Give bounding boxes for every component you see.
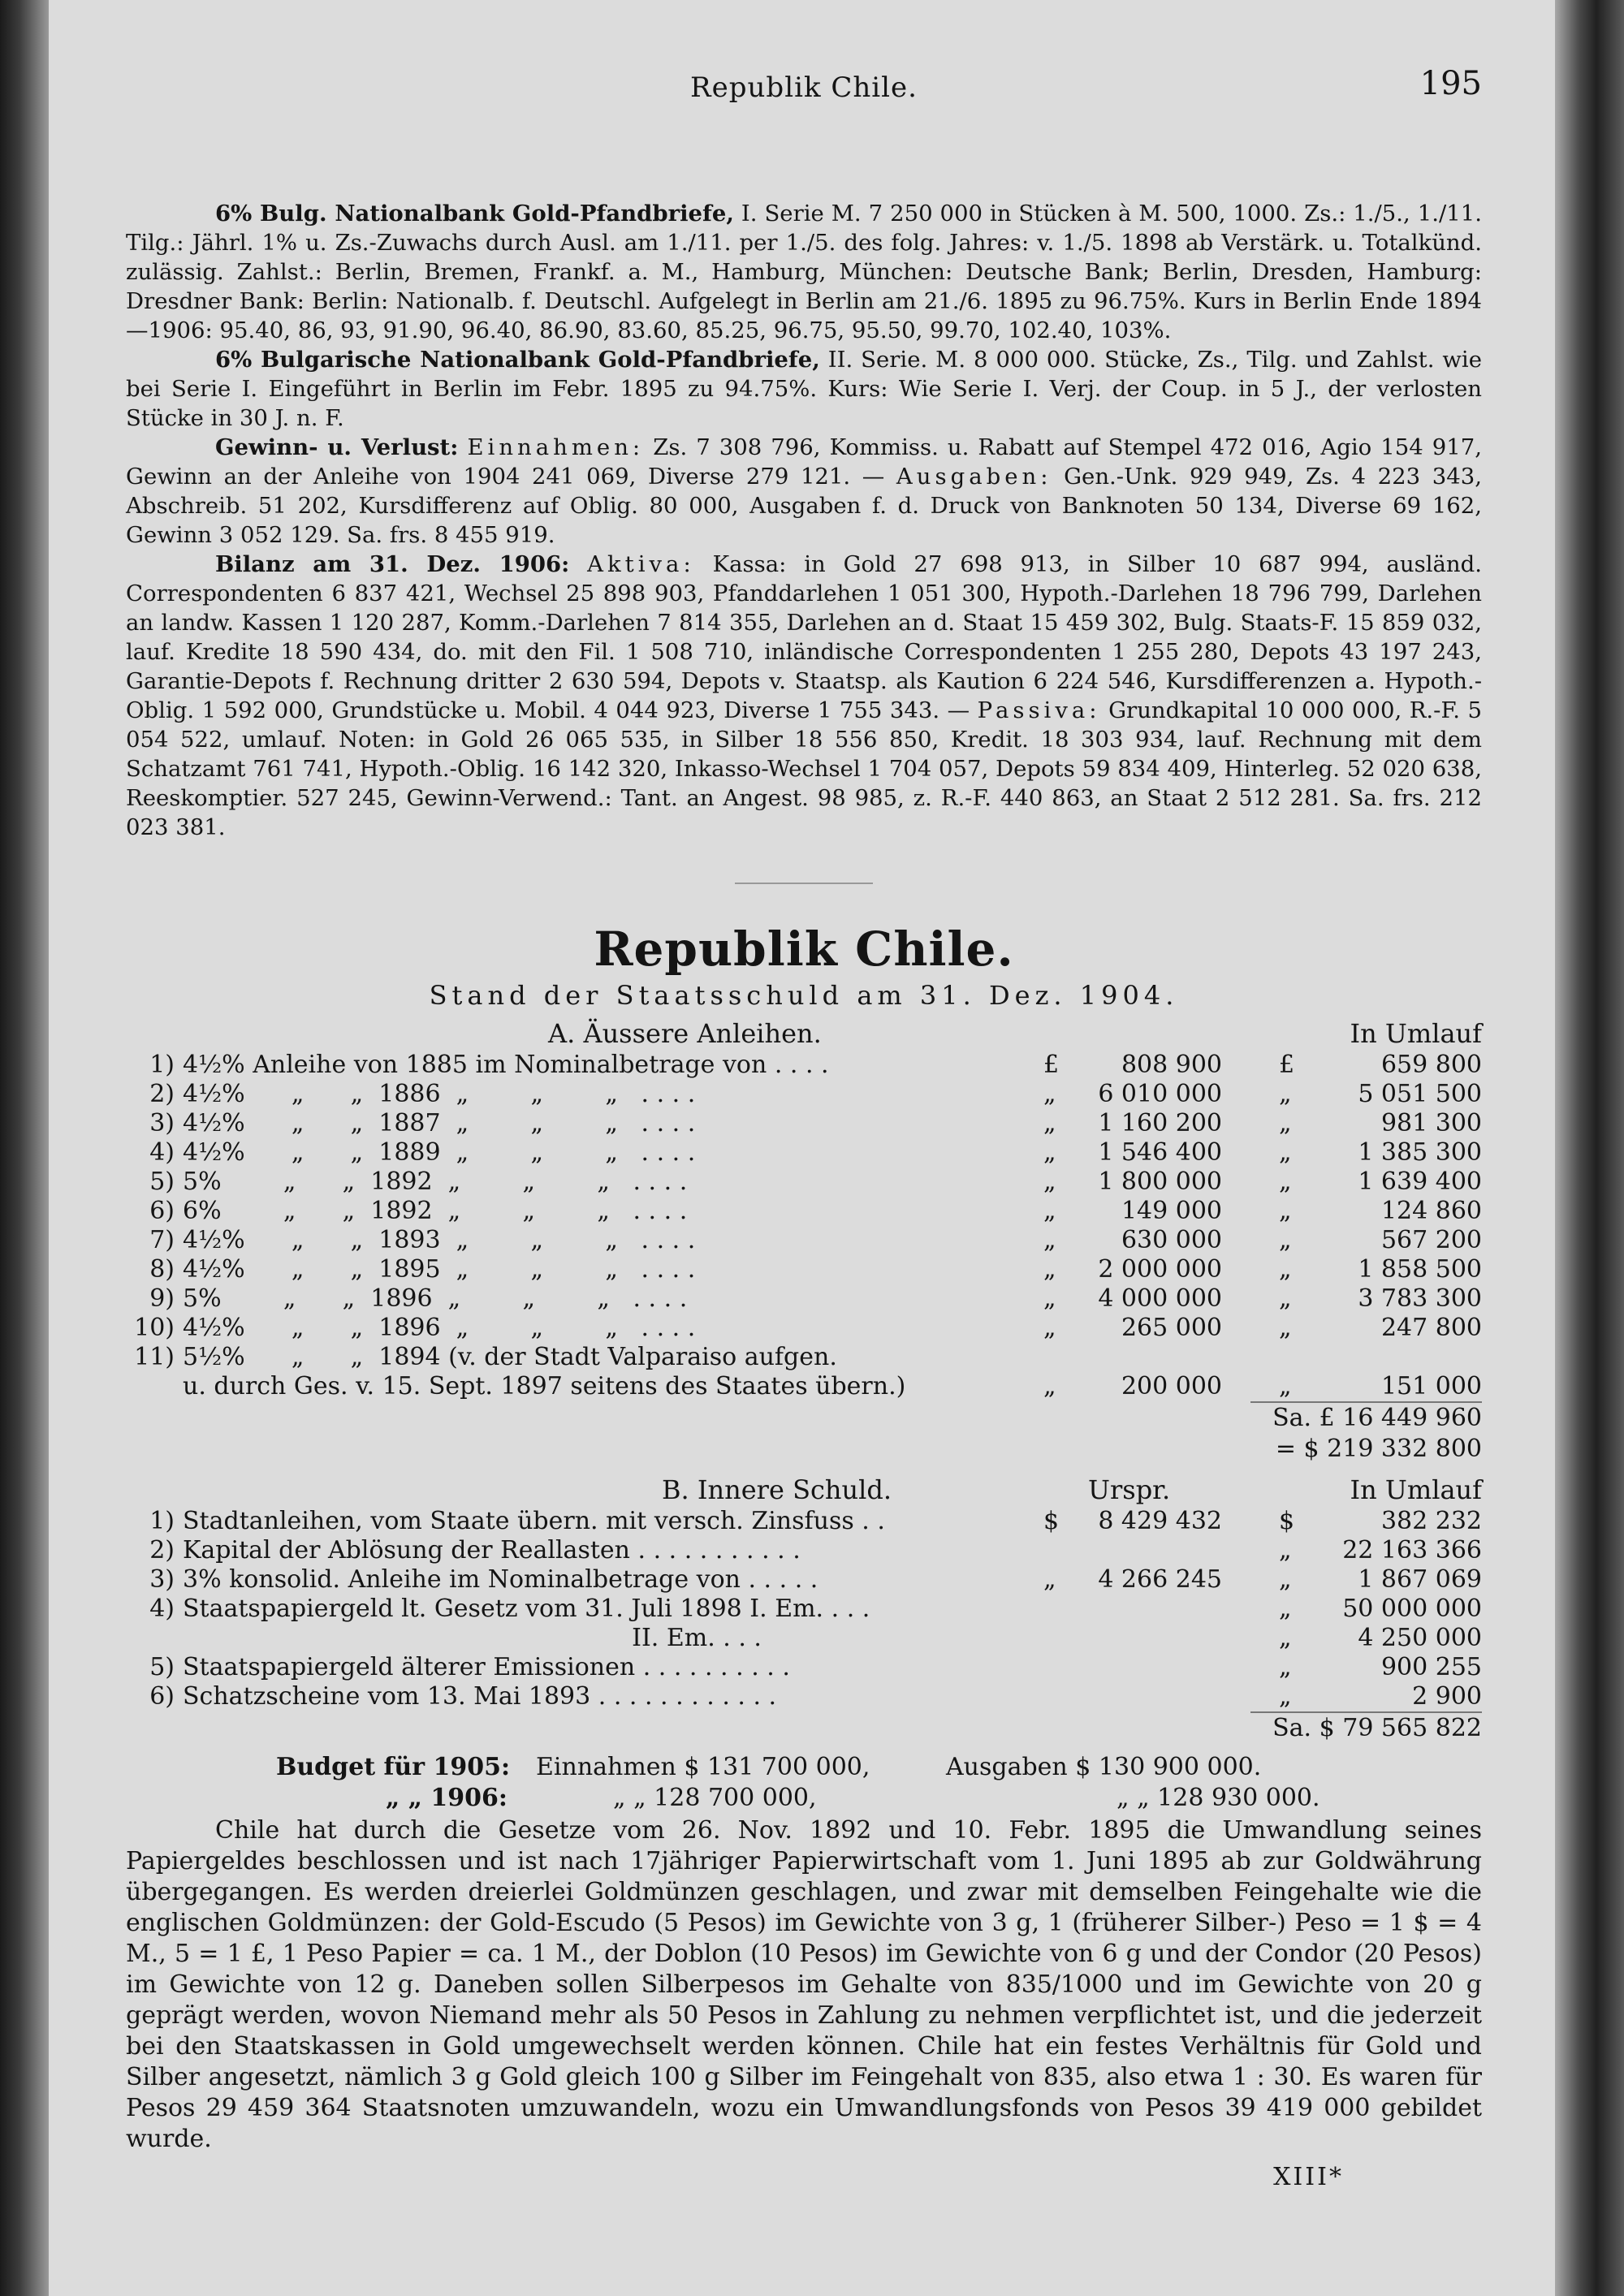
table-a-number: 9) — [149, 1284, 175, 1313]
section-divider — [735, 883, 873, 884]
table-a-row — [126, 1314, 1482, 1343]
table-a-description: 6% „ „ 1892 „ „ „ . . . . — [183, 1197, 688, 1225]
table-a-row — [126, 1255, 1482, 1284]
gewinn-verlust-lead: Gewinn- u. Verlust: — [215, 434, 459, 460]
table-b-currency-1: „ — [1043, 1565, 1056, 1594]
table-a-value-2: 151 000 — [1380, 1372, 1482, 1400]
einnahmen-label: Einnahmen: — [467, 434, 645, 460]
table-a-value-2: 659 800 — [1380, 1051, 1482, 1079]
table-a-currency-1: „ — [1043, 1197, 1056, 1225]
table-b-row — [126, 1536, 1482, 1565]
table-a-currency-2: „ — [1279, 1109, 1292, 1137]
table-b-value-2: 4 250 000 — [1358, 1624, 1482, 1652]
table-b-row — [126, 1682, 1482, 1711]
table-a-value-1: 149 000 — [1121, 1197, 1222, 1225]
table-a-value-1: 808 900 — [1121, 1051, 1222, 1079]
table-a-description: 5½% „ „ 1894 (v. der Stadt Valparaiso aufgen. — [183, 1343, 837, 1371]
table-a-number: 2) — [149, 1080, 175, 1108]
table-a-currency-2: „ — [1279, 1372, 1292, 1400]
table-a-description: 5% „ „ 1896 „ „ „ . . . . — [183, 1284, 688, 1313]
table-a-currency-2: „ — [1279, 1197, 1292, 1225]
table-b-description: Schatzscheine vom 13. Mai 1893 . . . . . . . . . . . . — [183, 1682, 777, 1711]
aktiva-label: Aktiva: — [587, 551, 695, 577]
budget-income-1906: „ „ 128 700 000, — [613, 1784, 817, 1812]
bulg-series-2-paragraph — [126, 345, 1482, 433]
table-a-description: 4½% „ „ 1896 „ „ „ . . . . — [183, 1314, 696, 1342]
table-a-value-1: 4 000 000 — [1098, 1284, 1222, 1313]
table-a-value-2: 1 639 400 — [1358, 1167, 1482, 1196]
table-a-currency-2: £ — [1279, 1051, 1295, 1079]
section-title: Republik Chile. — [594, 921, 1014, 977]
table-a-row — [126, 1284, 1482, 1314]
table-a-number: 4) — [149, 1138, 175, 1167]
table-a-value-2: 1 858 500 — [1358, 1255, 1482, 1284]
scan-right-edge — [1555, 0, 1624, 2296]
chile-currency-paragraph: Chile hat durch die Gesetze vom 26. Nov. 1892 und 10. Febr. 1895 die Umwandlung seines Papiergeldes beschlossen und ist nach 17jähriger Papierwirtschaft vom 1. Juni 1895 ab zur Goldwährung übergegangen. Es werden dreierlei Goldmünzen geschlagen, und zwar mit demselben Feingehalte wie die englischen Goldmünzen: der Gold-Escudo (5 Pesos) im Gewichte von 3 g, 1 (früherer Silber-) Peso = 1 $ = 4 M., 5 = 1 £, 1 Peso Papier = ca. 1 M., der Doblon (10 Pesos) im Gewichte von 6 g und der Condor (20 Pesos) im Gewichte von 12 g. Daneben sollen Silberpesos im Gehalte von 835/1000 und im Gewichte von 20 g geprägt werden, wovon Niemand mehr als 50 Pesos in Zahlung zu nehmen verpflichtet ist, und die jederzeit bei den Staatskassen in Gold umgewechselt werden können. Chile hat ein festes Verhältnis für Gold und Silber angesetzt, nämlich 3 g Gold gleich 100 g Silber im Feingehalt von 835, also etwa 1 : 30. Es waren für Pesos 29 459 364 Staatsnoten umzuwandeln, wozu ein Umwandlungsfonds von Pesos 39 419 000 gebildet wurde. — [126, 1816, 1482, 2153]
einnahmen-text: Zs. 7 308 796, Kommiss. u. Rabatt auf Stempel 472 016, Agio 154 917, Gewinn an der Anleihe von 1904 241 069, Diverse 279 121. — — [126, 434, 1482, 490]
table-a-description: 4½% „ „ 1886 „ „ „ . . . . — [183, 1080, 696, 1108]
table-b-currency-2: „ — [1279, 1682, 1292, 1711]
table-b-currency-1: $ — [1043, 1507, 1060, 1535]
table-a-value-1: 265 000 — [1121, 1314, 1222, 1342]
table-b-description: Stadtanleihen, vom Staate übern. mit versch. Zinsfuss . . — [183, 1507, 885, 1535]
budget-income-1905: Einnahmen $ 131 700 000, — [536, 1753, 870, 1781]
table-a-value-1: 2 000 000 — [1098, 1255, 1222, 1284]
bilanz-lead: Bilanz am 31. Dez. 1906: — [215, 551, 570, 577]
table-b-row — [126, 1595, 1482, 1624]
table-a-description: 5% „ „ 1892 „ „ „ . . . . — [183, 1167, 688, 1196]
book-page — [49, 0, 1555, 2296]
page-number: 195 — [1419, 65, 1482, 102]
table-a-value-1: 1 160 200 — [1098, 1109, 1222, 1137]
table-b-header — [126, 1474, 1482, 1507]
table-b-col-umlauf: In Umlauf — [1350, 1474, 1482, 1505]
table-a-row — [126, 1167, 1482, 1197]
table-b-row — [126, 1565, 1482, 1595]
table-b-sum-text: Sa. $ 79 565 822 — [1272, 1714, 1482, 1742]
table-b-row — [126, 1653, 1482, 1682]
table-a-currency-1: „ — [1043, 1109, 1056, 1137]
section-subtitle: Stand der Staatsschuld am 31. Dez. 1904. — [429, 980, 1179, 1011]
table-b-value-2: 2 900 — [1412, 1682, 1482, 1711]
table-a-currency-2: „ — [1279, 1226, 1292, 1254]
table-b-currency-2: „ — [1279, 1624, 1292, 1652]
table-b-number: 4) — [149, 1595, 175, 1623]
table-b-value-2: 900 255 — [1380, 1653, 1482, 1681]
table-a-heading: A. Äussere Anleihen. — [548, 1018, 822, 1049]
table-a-description: u. durch Ges. v. 15. Sept. 1897 seitens des Staates übern.) — [183, 1372, 906, 1400]
table-a-description: 4½% „ „ 1887 „ „ „ . . . . — [183, 1109, 696, 1137]
table-a-value-2: 981 300 — [1380, 1109, 1482, 1137]
table-a-row — [126, 1051, 1482, 1080]
table-b-value-1: 8 429 432 — [1098, 1507, 1222, 1535]
bilanz-paragraph — [126, 550, 1482, 842]
bulg-series-1-text: I. Serie M. 7 250 000 in Stücken à M. 500, 1000. Zs.: 1./5., 1./11. Tilg.: Jährl. 1% u. Zs.-Zuwachs durch Ausl. am 1./11. per 1./5. des folg. Jahres: v. 1./5. 1898 ab Verstärk. u. Totalkünd. zulässig. Zahlst.: Berlin, Bremen, Frankf. a. M., Hamburg, München: Deutsche Bank; Berlin, Dresden, Hamburg: Dresdner Bank: Berlin: Nationalb. f. Deutschl. Aufgelegt in Berlin am 21./6. 1895 zu 96.75%. Kurs in Berlin Ende 1894—1906: 95.40, 86, 93, 91.90, 96.40, 86.90, 83.60, 85.25, 96.75, 95.50, 99.70, 102.40, 103%. — [126, 201, 1482, 343]
bulg-series-1-lead: 6% Bulg. Nationalbank Gold-Pfandbriefe, — [215, 201, 734, 227]
table-a-currency-1: „ — [1043, 1138, 1056, 1167]
table-a-sum-pounds-text: Sa. £ 16 449 960 — [1272, 1404, 1482, 1432]
table-b-description: Staatspapiergeld älterer Emissionen . . . . . . . . . . — [183, 1653, 790, 1681]
table-b-value-2: 50 000 000 — [1342, 1595, 1482, 1623]
table-a-number: 3) — [149, 1109, 175, 1137]
table-a-number: 1) — [149, 1051, 175, 1079]
table-b-description: Kapital der Ablösung der Reallasten . . . . . . . . . . . — [183, 1536, 801, 1564]
table-b-number: 6) — [149, 1682, 175, 1711]
table-a-value-2: 124 860 — [1380, 1197, 1482, 1225]
page-content — [126, 65, 1482, 2195]
table-a-description: 4½% „ „ 1893 „ „ „ . . . . — [183, 1226, 696, 1254]
table-b-description: II. Em. . . . — [183, 1624, 762, 1652]
table-a-value-1: 630 000 — [1121, 1226, 1222, 1254]
table-b-currency-2: „ — [1279, 1565, 1292, 1594]
table-b-description: 3% konsolid. Anleihe im Nominalbetrage von . . . . . — [183, 1565, 818, 1594]
table-a-value-2: 247 800 — [1380, 1314, 1482, 1342]
table-a-currency-1: „ — [1043, 1255, 1056, 1284]
passiva-text: Grundkapital 10 000 000, R.-F. 5 054 522, umlauf. Noten: in Gold 26 065 535, in Silber 18 556 850, Kredit. 18 303 934, lauf. Rechnung mit dem Schatzamt 761 741, Hypoth.-Oblig. 16 142 320, Inkasso-Wechsel 1 704 057, Depots 59 834 409, Hinterleg. 52 020 638, Reeskomptier. 527 245, Gewinn-Verwend.: Tant. an Angest. 98 985, z. R.-F. 440 863, an Staat 2 512 281. Sa. frs. 212 023 381. — [126, 697, 1483, 840]
table-a-description: 4½% „ „ 1895 „ „ „ . . . . — [183, 1255, 696, 1284]
table-b-col-urspr: Urspr. — [1088, 1474, 1171, 1505]
table-a-value-2: 3 783 300 — [1358, 1284, 1482, 1313]
table-a-currency-2: „ — [1279, 1138, 1292, 1167]
running-head — [126, 65, 1482, 114]
table-a-number: 10) — [134, 1314, 175, 1342]
table-b-currency-2: „ — [1279, 1536, 1292, 1564]
table-b-number: 5) — [149, 1653, 175, 1681]
table-b-value-1: 4 266 245 — [1098, 1565, 1222, 1594]
table-a-number: 5) — [149, 1167, 175, 1196]
table-a-currency-2: „ — [1279, 1314, 1292, 1342]
table-b-number: 2) — [149, 1536, 175, 1564]
table-b-rows — [126, 1507, 1482, 1711]
table-a-number: 11) — [134, 1343, 175, 1371]
budget-row-1905 — [126, 1752, 1482, 1783]
scan-left-edge — [0, 0, 49, 2296]
table-a-rows — [126, 1051, 1482, 1401]
table-a-sum-pounds — [126, 1403, 1482, 1434]
table-b-currency-2: $ — [1279, 1507, 1295, 1535]
table-b-number: 1) — [149, 1507, 175, 1535]
budget-label-1906: „ „ 1906: — [386, 1784, 508, 1812]
table-a-row — [126, 1138, 1482, 1167]
table-a-value-1: 1 546 400 — [1098, 1138, 1222, 1167]
signature-mark — [126, 2160, 1482, 2195]
table-b-currency-2: „ — [1279, 1595, 1292, 1623]
signature-text: XIII* — [1273, 2163, 1344, 2191]
table-a-value-1: 1 800 000 — [1098, 1167, 1222, 1196]
table-a-currency-1: „ — [1043, 1372, 1056, 1400]
table-a-sum-dollars — [126, 1434, 1482, 1465]
table-b-row — [126, 1507, 1482, 1536]
ausgaben-text: Gen.-Unk. 929 949, Zs. 4 223 343, Abschreib. 51 202, Kursdifferenz auf Oblig. 80 000, Ausgaben f. d. Druck von Banknoten 50 134, Diverse 69 162, Gewinn 3 052 129. Sa. frs. 8 455 919. — [126, 464, 1482, 548]
table-b-value-2: 22 163 366 — [1342, 1536, 1482, 1564]
table-a-currency-1: „ — [1043, 1080, 1056, 1108]
table-a-currency-1: £ — [1043, 1051, 1060, 1079]
table-b-currency-2: „ — [1279, 1653, 1292, 1681]
table-a-number: 6) — [149, 1197, 175, 1225]
table-b-sum — [126, 1713, 1482, 1744]
table-a-currency-1: „ — [1043, 1226, 1056, 1254]
table-a-currency-1: „ — [1043, 1284, 1056, 1313]
table-a-value-2: 5 051 500 — [1358, 1080, 1482, 1108]
bulg-series-2-lead: 6% Bulgarische Nationalbank Gold-Pfandbriefe, — [215, 347, 820, 373]
table-b-row — [126, 1624, 1482, 1653]
table-a-value-2: 1 385 300 — [1358, 1138, 1482, 1167]
table-a-number: 8) — [149, 1255, 175, 1284]
table-a-value-2: 567 200 — [1380, 1226, 1482, 1254]
table-a-sum-dollars-text: = $ 219 332 800 — [1275, 1435, 1482, 1463]
table-a-currency-1: „ — [1043, 1314, 1056, 1342]
table-a-row — [126, 1226, 1482, 1255]
table-a-currency-1: „ — [1043, 1167, 1056, 1196]
table-a-col-umlauf: In Umlauf — [1350, 1018, 1482, 1049]
table-a-row — [126, 1080, 1482, 1109]
table-b-value-2: 382 232 — [1380, 1507, 1482, 1535]
passiva-label: Passiva: — [977, 697, 1101, 723]
table-a-currency-2: „ — [1279, 1284, 1292, 1313]
table-b-heading: B. Innere Schuld. — [662, 1474, 892, 1505]
table-a-number: 7) — [149, 1226, 175, 1254]
aktiva-text: Kassa: in Gold 27 698 913, in Silber 10 687 994, ausländ. Correspondenten 6 837 421, Wechsel 25 898 903, Pfanddarlehen 1 051 300, Hypoth.-Darlehen 18 796 799, Darlehen an landw. Kassen 1 120 287, Komm.-Darlehen 7 814 355, Darlehen an d. Staat 15 459 302, Bulg. Staats-F. 15 859 032, lauf. Kredite 18 590 434, do. mit den Fil. 1 508 710, inländische Correspondenten 1 255 280, Depots 43 197 243, Garantie-Depots f. Rechnung dritter 2 630 594, Depots v. Staatsp. als Kaution 6 224 546, Kursdifferenzen a. Hypoth.-Oblig. 1 592 000, Grundstücke u. Mobil. 4 044 923, Diverse 1 755 343. — — [126, 551, 1482, 723]
bulg-series-1-paragraph — [126, 199, 1482, 345]
table-a-currency-2: „ — [1279, 1167, 1292, 1196]
budget-label-1905: Budget für 1905: — [276, 1753, 511, 1781]
table-b-value-2: 1 867 069 — [1358, 1565, 1482, 1594]
table-a-row — [126, 1343, 1482, 1372]
ausgaben-label: Ausgaben: — [896, 464, 1052, 490]
table-a-value-1: 200 000 — [1121, 1372, 1222, 1400]
bulg-series-2-text: II. Serie. M. 8 000 000. Stücke, Zs., Tilg. und Zahlst. wie bei Serie I. Eingeführt in Berlin im Febr. 1895 zu 94.75%. Kurs: Wie Serie I. Verj. der Coup. in 5 J., der verlosten Stücke in 30 J. n. F. — [126, 347, 1483, 431]
table-a-row — [126, 1372, 1482, 1401]
table-a-currency-2: „ — [1279, 1080, 1292, 1108]
gewinn-verlust-paragraph — [126, 433, 1482, 550]
table-b-description: Staatspapiergeld lt. Gesetz vom 31. Juli 1898 I. Em. . . . — [183, 1595, 870, 1623]
table-a-currency-2: „ — [1279, 1255, 1292, 1284]
budget-expense-1905: Ausgaben $ 130 900 000. — [946, 1753, 1262, 1781]
budget-expense-1906: „ „ 128 930 000. — [1116, 1784, 1320, 1812]
table-a-row — [126, 1197, 1482, 1226]
table-b-number: 3) — [149, 1565, 175, 1594]
table-a-description: 4½% „ „ 1889 „ „ „ . . . . — [183, 1138, 696, 1167]
table-a-row — [126, 1109, 1482, 1138]
table-a-value-1: 6 010 000 — [1098, 1080, 1222, 1108]
running-title: Republik Chile. — [690, 71, 918, 104]
table-a-header — [126, 1018, 1482, 1051]
budget-row-1906 — [126, 1783, 1482, 1814]
table-a-description: 4½% Anleihe von 1885 im Nominalbetrage von . . . . — [183, 1051, 829, 1079]
